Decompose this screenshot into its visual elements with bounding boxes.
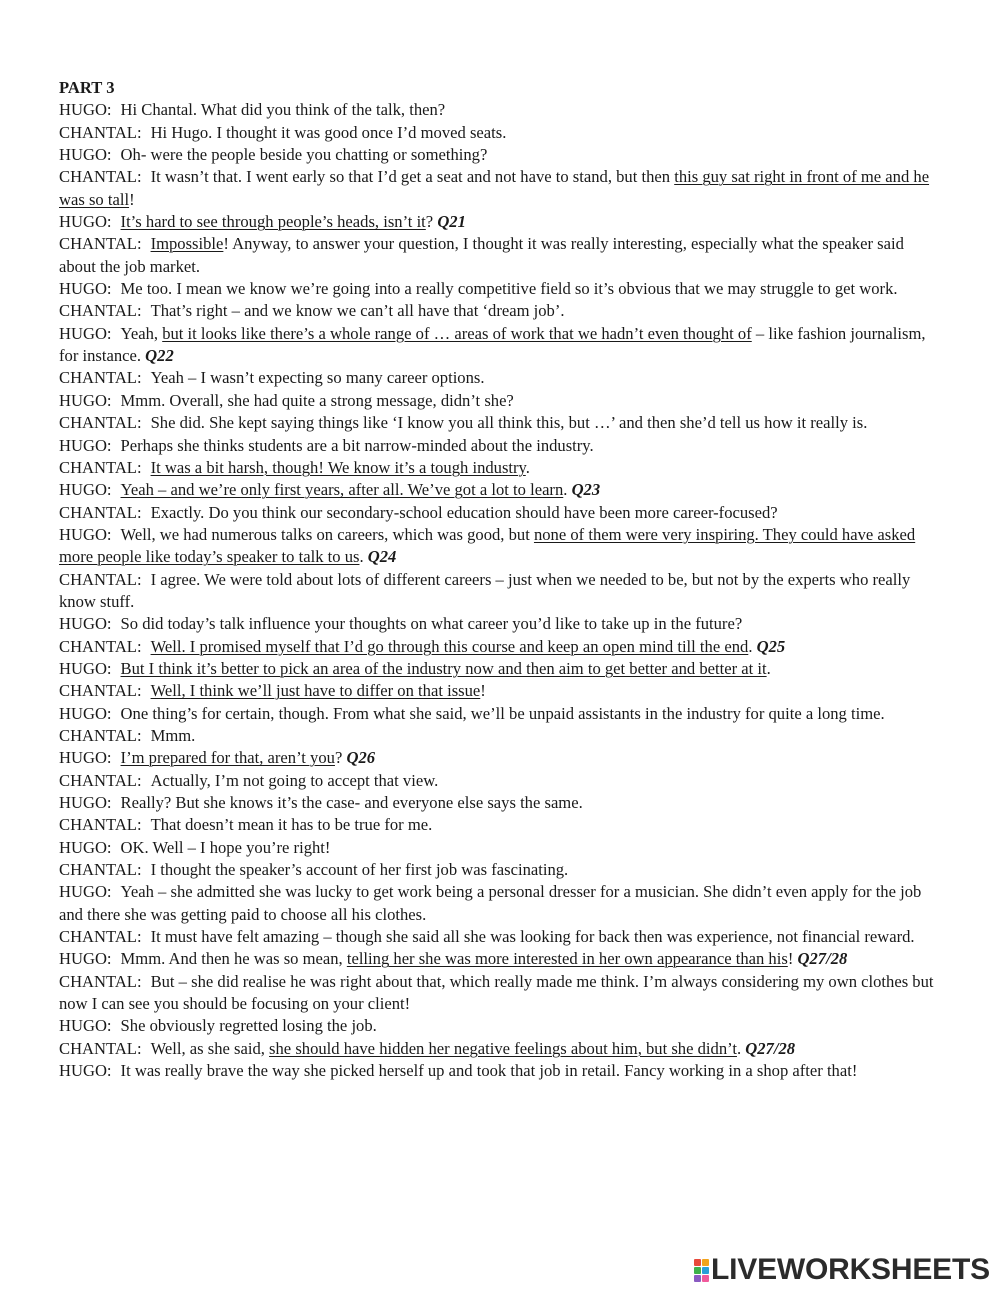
dialogue-line xyxy=(59,166,943,211)
dialogue-line xyxy=(59,1060,943,1082)
dialogue-text: Mmm. Overall, she had quite a strong message, didn’t she? xyxy=(120,390,514,410)
underlined-answer: Impossible xyxy=(150,234,224,254)
underlined-answer: But I think it’s better to pick an area of the industry now and then aim to get better and better at it xyxy=(120,658,767,678)
dialogue-line xyxy=(59,99,943,121)
dialogue-line xyxy=(59,725,943,747)
underlined-answer: but it looks like there’s a whole range of … areas of work that we hadn’t even thought of xyxy=(162,323,752,343)
dialogue-text: Yeah – I wasn’t expecting so many career options. xyxy=(150,368,485,388)
speaker-label: HUGO: xyxy=(59,949,112,969)
speaker-label: CHANTAL: xyxy=(59,770,142,790)
dialogue-line xyxy=(59,926,943,948)
liveworksheets-blocks-icon xyxy=(694,1259,709,1282)
dialogue-line xyxy=(59,792,943,814)
dialogue-text: . xyxy=(748,636,757,656)
dialogue-text: – like fashion journalism, for instance. xyxy=(59,323,926,366)
dialogue-text: But – she did realise he was right about that, which really made me think. I’m always considering my own clothes but now I can see you should be focusing on your client! xyxy=(59,971,934,1014)
question-marker: Q26 xyxy=(346,748,376,768)
speaker-label: HUGO: xyxy=(59,703,112,723)
speaker-label: HUGO: xyxy=(59,480,112,500)
dialogue-line xyxy=(59,569,943,614)
dialogue-text: So did today’s talk influence your thoughts on what career you’d like to take up in the future? xyxy=(120,614,743,634)
speaker-label: CHANTAL: xyxy=(59,413,142,433)
part-title: PART 3 xyxy=(59,78,115,97)
dialogue-line xyxy=(59,233,943,278)
dialogue-text: Hi Chantal. What did you think of the talk, then? xyxy=(120,100,446,120)
underlined-answer: Well, I think we’ll just have to differ on that issue xyxy=(150,681,481,701)
speaker-label: CHANTAL: xyxy=(59,725,142,745)
speaker-label: CHANTAL: xyxy=(59,681,142,701)
speaker-label: CHANTAL: xyxy=(59,636,142,656)
question-marker: Q21 xyxy=(437,212,466,232)
dialogue-line xyxy=(59,1015,943,1037)
dialogue-line xyxy=(59,703,943,725)
transcript-document xyxy=(59,77,943,1082)
speaker-label: HUGO: xyxy=(59,793,112,812)
dialogue-text: It was really brave the way she picked herself up and took that job in retail. Fancy working in a shop after that! xyxy=(120,1061,858,1081)
dialogue-line xyxy=(59,323,943,368)
speaker-label: CHANTAL: xyxy=(59,971,142,991)
dialogue-text: Exactly. Do you think our secondary-school education should have been more career-focused? xyxy=(150,502,778,522)
dialogue-text: . xyxy=(359,547,368,567)
speaker-label: CHANTAL: xyxy=(59,502,142,522)
dialogue-line xyxy=(59,680,943,702)
underlined-answer: this guy sat right in front of me and he was so tall xyxy=(59,167,930,209)
underlined-answer: It was a bit harsh, though! We know it’s a tough industry xyxy=(150,457,526,477)
dialogue-line xyxy=(59,435,943,457)
speaker-label: CHANTAL: xyxy=(59,1038,142,1058)
dialogue-line xyxy=(59,479,943,501)
speaker-label: CHANTAL: xyxy=(59,457,142,477)
dialogue-text: Well, as she said, xyxy=(150,1038,270,1058)
underlined-answer: Yeah – and we’re only first years, after all. We’ve got a lot to learn xyxy=(120,480,564,500)
dialogue-line xyxy=(59,390,943,412)
speaker-label: HUGO: xyxy=(59,100,112,120)
dialogue-text: . xyxy=(766,658,771,678)
question-marker: Q24 xyxy=(367,547,397,567)
speaker-label: CHANTAL: xyxy=(59,815,142,835)
dialogue-text: Hi Hugo. I thought it was good once I’d moved seats. xyxy=(150,122,507,142)
dialogue-line xyxy=(59,524,943,569)
speaker-label: HUGO: xyxy=(59,524,112,544)
speaker-label: HUGO: xyxy=(59,323,112,343)
dialogue-line xyxy=(59,814,943,836)
dialogue-text: That’s right – and we know we can’t all have that ‘dream job’. xyxy=(150,301,565,321)
dialogue-text: It must have felt amazing – though she said all she was looking for back then was experience, not financial reward. xyxy=(150,927,915,947)
dialogue-line xyxy=(59,367,943,389)
question-marker: Q27/28 xyxy=(745,1038,796,1058)
speaker-label: HUGO: xyxy=(59,1016,112,1036)
dialogue-text: Oh- were the people beside you chatting or something? xyxy=(120,145,488,165)
dialogue-line xyxy=(59,837,943,859)
speaker-label: CHANTAL: xyxy=(59,234,142,254)
speaker-label: CHANTAL: xyxy=(59,368,142,388)
dialogue-text: Yeah, xyxy=(120,323,163,343)
dialogue-text: That doesn’t mean it has to be true for me. xyxy=(150,815,433,835)
underlined-answer: she should have hidden her negative feelings about him, but she didn’t xyxy=(269,1038,737,1058)
speaker-label: HUGO: xyxy=(59,145,112,165)
dialogue-line xyxy=(59,211,943,233)
dialogue-text: OK. Well – I hope you’re right! xyxy=(120,837,331,857)
dialogue-text: ! xyxy=(787,949,798,969)
speaker-label: HUGO: xyxy=(59,1061,112,1081)
dialogue-line xyxy=(59,747,943,769)
dialogue-line xyxy=(59,859,943,881)
dialogue-text: Mmm. xyxy=(150,725,196,745)
dialogue-line xyxy=(59,948,943,970)
dialogue-text: . xyxy=(736,1038,746,1058)
dialogue-line xyxy=(59,658,943,680)
dialogue-line xyxy=(59,144,943,166)
speaker-label: CHANTAL: xyxy=(59,122,142,142)
dialogue-text: . xyxy=(563,480,572,500)
dialogue-lines xyxy=(59,99,943,1082)
dialogue-line xyxy=(59,613,943,635)
speaker-label: CHANTAL: xyxy=(59,167,142,187)
dialogue-text: ! xyxy=(129,189,135,209)
dialogue-text: Actually, I’m not going to accept that view. xyxy=(150,770,439,790)
speaker-label: CHANTAL: xyxy=(59,927,142,947)
dialogue-line xyxy=(59,457,943,479)
speaker-label: HUGO: xyxy=(59,279,112,299)
speaker-label: HUGO: xyxy=(59,748,112,768)
dialogue-line xyxy=(59,412,943,434)
question-marker: Q25 xyxy=(756,636,786,656)
dialogue-line xyxy=(59,122,943,144)
question-marker: Q22 xyxy=(145,346,174,366)
dialogue-line xyxy=(59,300,943,322)
dialogue-text: One thing’s for certain, though. From what she said, we’ll be unpaid assistants in the industry for quite a long time. xyxy=(120,703,885,723)
speaker-label: HUGO: xyxy=(59,882,112,902)
speaker-label: HUGO: xyxy=(59,435,112,455)
dialogue-line xyxy=(59,881,943,926)
dialogue-text: . xyxy=(525,457,530,477)
underlined-answer: It’s hard to see through people’s heads, isn’t it xyxy=(120,212,426,232)
dialogue-line xyxy=(59,971,943,1016)
dialogue-line xyxy=(59,1038,943,1060)
dialogue-text: ! xyxy=(480,681,486,701)
dialogue-line xyxy=(59,636,943,658)
dialogue-text: I agree. We were told about lots of different careers – just when we needed to be, but not by the experts who really know stuff. xyxy=(59,569,911,611)
dialogue-text: It wasn’t that. I went early so that I’d get a seat and not have to stand, but then xyxy=(150,167,675,187)
speaker-label: CHANTAL: xyxy=(59,301,142,321)
underlined-answer: Well. I promised myself that I’d go through this course and keep an open mind till the end xyxy=(150,636,749,656)
dialogue-text: ! Anyway, to answer your question, I thought it was really interesting, especially what the speaker said about the job market. xyxy=(59,234,904,276)
dialogue-text: Really? But she knows it’s the case- and everyone else says the same. xyxy=(120,793,583,812)
dialogue-text: Me too. I mean we know we’re going into a really competitive field so it’s obvious that we may struggle to get work. xyxy=(120,279,898,299)
dialogue-text: Well, we had numerous talks on careers, which was good, but xyxy=(120,524,534,544)
underlined-answer: telling her she was more interested in her own appearance than his xyxy=(346,949,788,969)
dialogue-text: I thought the speaker’s account of her first job was fascinating. xyxy=(150,860,569,880)
liveworksheets-logo xyxy=(694,1254,990,1286)
dialogue-text: ? xyxy=(334,748,347,768)
dialogue-text: She obviously regretted losing the job. xyxy=(120,1016,377,1036)
speaker-label: HUGO: xyxy=(59,212,112,232)
speaker-label: CHANTAL: xyxy=(59,860,142,880)
dialogue-line xyxy=(59,278,943,300)
speaker-label: HUGO: xyxy=(59,658,112,678)
question-marker: Q27/28 xyxy=(797,949,848,969)
dialogue-text: Mmm. And then he was so mean, xyxy=(120,949,347,969)
speaker-label: CHANTAL: xyxy=(59,569,142,589)
dialogue-line xyxy=(59,502,943,524)
dialogue-line xyxy=(59,770,943,792)
dialogue-text: ? xyxy=(425,212,438,232)
dialogue-text: Yeah – she admitted she was lucky to get work being a personal dresser for a musician. She didn’t even apply for the job and there she was getting paid to choose all his clothes. xyxy=(59,882,922,924)
underlined-answer: I’m prepared for that, aren’t you xyxy=(120,748,335,768)
logo-text: LIVEWORKSHEETS xyxy=(711,1253,990,1286)
underlined-answer: none of them were very inspiring. They could have asked more people like today’s speaker to talk to us xyxy=(59,524,916,567)
speaker-label: HUGO: xyxy=(59,614,112,634)
speaker-label: HUGO: xyxy=(59,837,112,857)
dialogue-text: Perhaps she thinks students are a bit narrow-minded about the industry. xyxy=(120,435,594,455)
question-marker: Q23 xyxy=(571,480,601,500)
speaker-label: HUGO: xyxy=(59,390,112,410)
dialogue-text: She did. She kept saying things like ‘I know you all think this, but …’ and then she’d tell us how it really is. xyxy=(150,413,868,433)
